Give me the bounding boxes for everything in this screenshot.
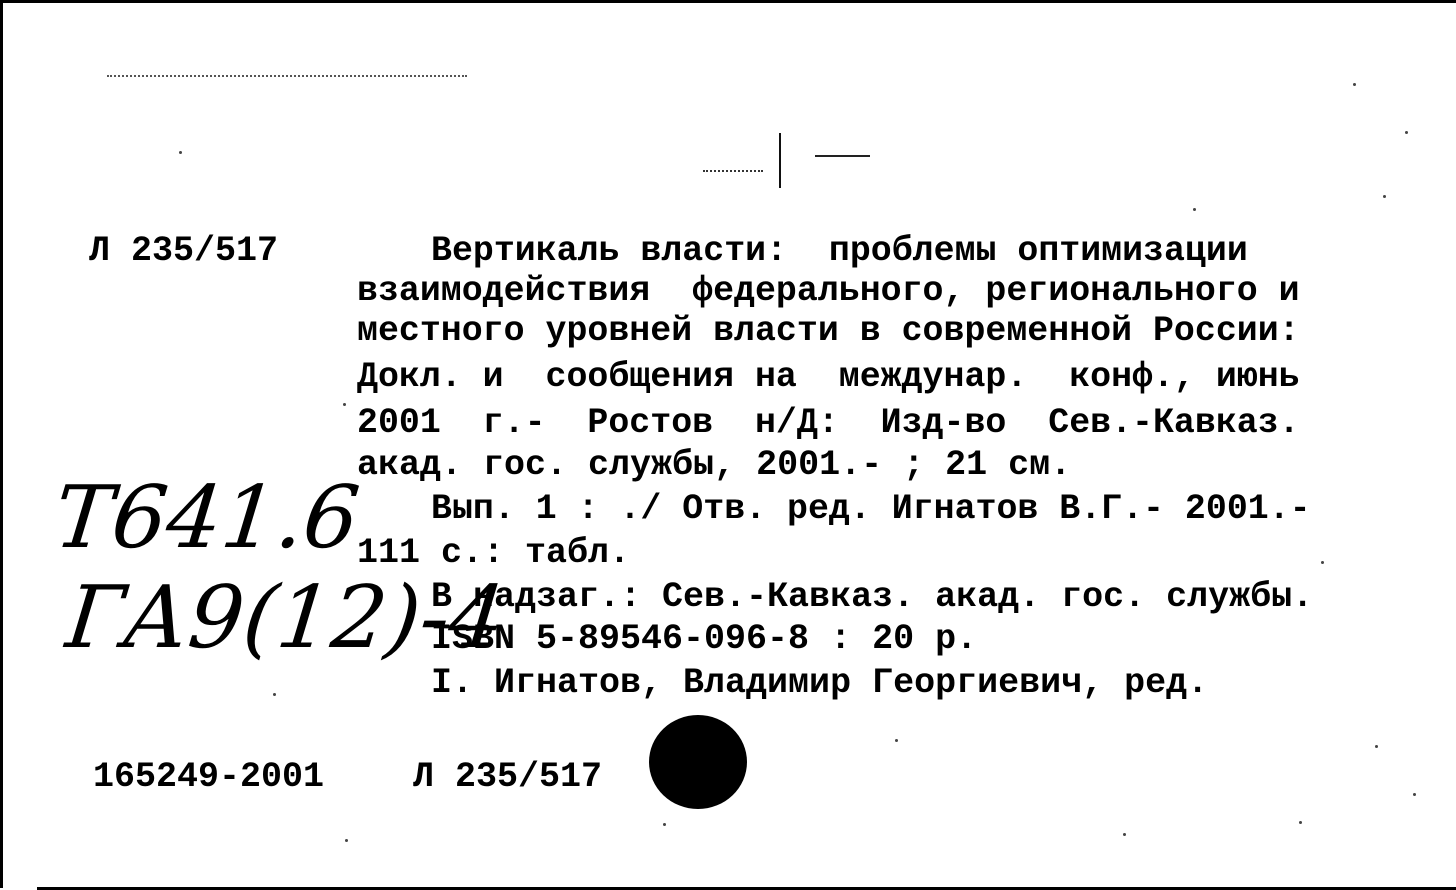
- center-tick-mark: [779, 133, 781, 188]
- speck: [1375, 745, 1378, 748]
- speck: [179, 151, 182, 154]
- speck: [343, 403, 346, 406]
- speck: [1193, 208, 1196, 211]
- speck: [273, 693, 276, 696]
- center-mark-right: [815, 155, 870, 157]
- speck: [1299, 821, 1302, 824]
- shelf-mark: Л 235/517: [89, 231, 279, 271]
- title-line-3: местного уровней власти в современной России:: [357, 311, 1300, 351]
- title-line-2: взаимодействия федерального, регионального и: [357, 271, 1300, 311]
- speck: [895, 739, 898, 742]
- handwritten-classification-1: Т641.6: [49, 468, 364, 568]
- handwritten-classification-2: ГА9(12)-4: [61, 568, 510, 668]
- header-note-line: В надзаг.: Сев.-Кавказ. акад. гос. службы.: [431, 577, 1314, 617]
- publisher-line: акад. гос. службы, 2001.- ; 21 см.: [357, 445, 1072, 485]
- speck: [1123, 833, 1126, 836]
- editor-entry-line: I. Игнатов, Владимир Георгиевич, ред.: [431, 663, 1209, 703]
- isbn-line: ISBN 5-89546-096-8 : 20 р.: [431, 619, 978, 659]
- speck: [663, 823, 666, 826]
- speck: [1353, 83, 1356, 86]
- issue-line: Вып. 1 : ./ Отв. ред. Игнатов В.Г.- 2001.-: [431, 489, 1311, 529]
- speck: [345, 839, 348, 842]
- imprint-line: 2001 г.- Ростов н/Д: Изд-во Сев.-Кавказ.: [357, 403, 1300, 443]
- speck: [1405, 131, 1408, 134]
- punch-hole: [649, 715, 747, 809]
- title-line-1: Вертикаль власти: проблемы оптимизации: [431, 231, 1248, 271]
- center-mark-left: [703, 170, 763, 172]
- speck: [1383, 195, 1386, 198]
- speck: [1413, 793, 1416, 796]
- title-line-4: Докл. и сообщения на междунар. конф., июнь: [357, 357, 1300, 397]
- top-rule: [107, 75, 467, 77]
- inventory-number: 165249-2001: [93, 757, 325, 797]
- footer-shelf-mark: Л 235/517: [413, 757, 603, 797]
- speck: [1321, 561, 1324, 564]
- pages-line: 111 с.: табл.: [357, 533, 631, 573]
